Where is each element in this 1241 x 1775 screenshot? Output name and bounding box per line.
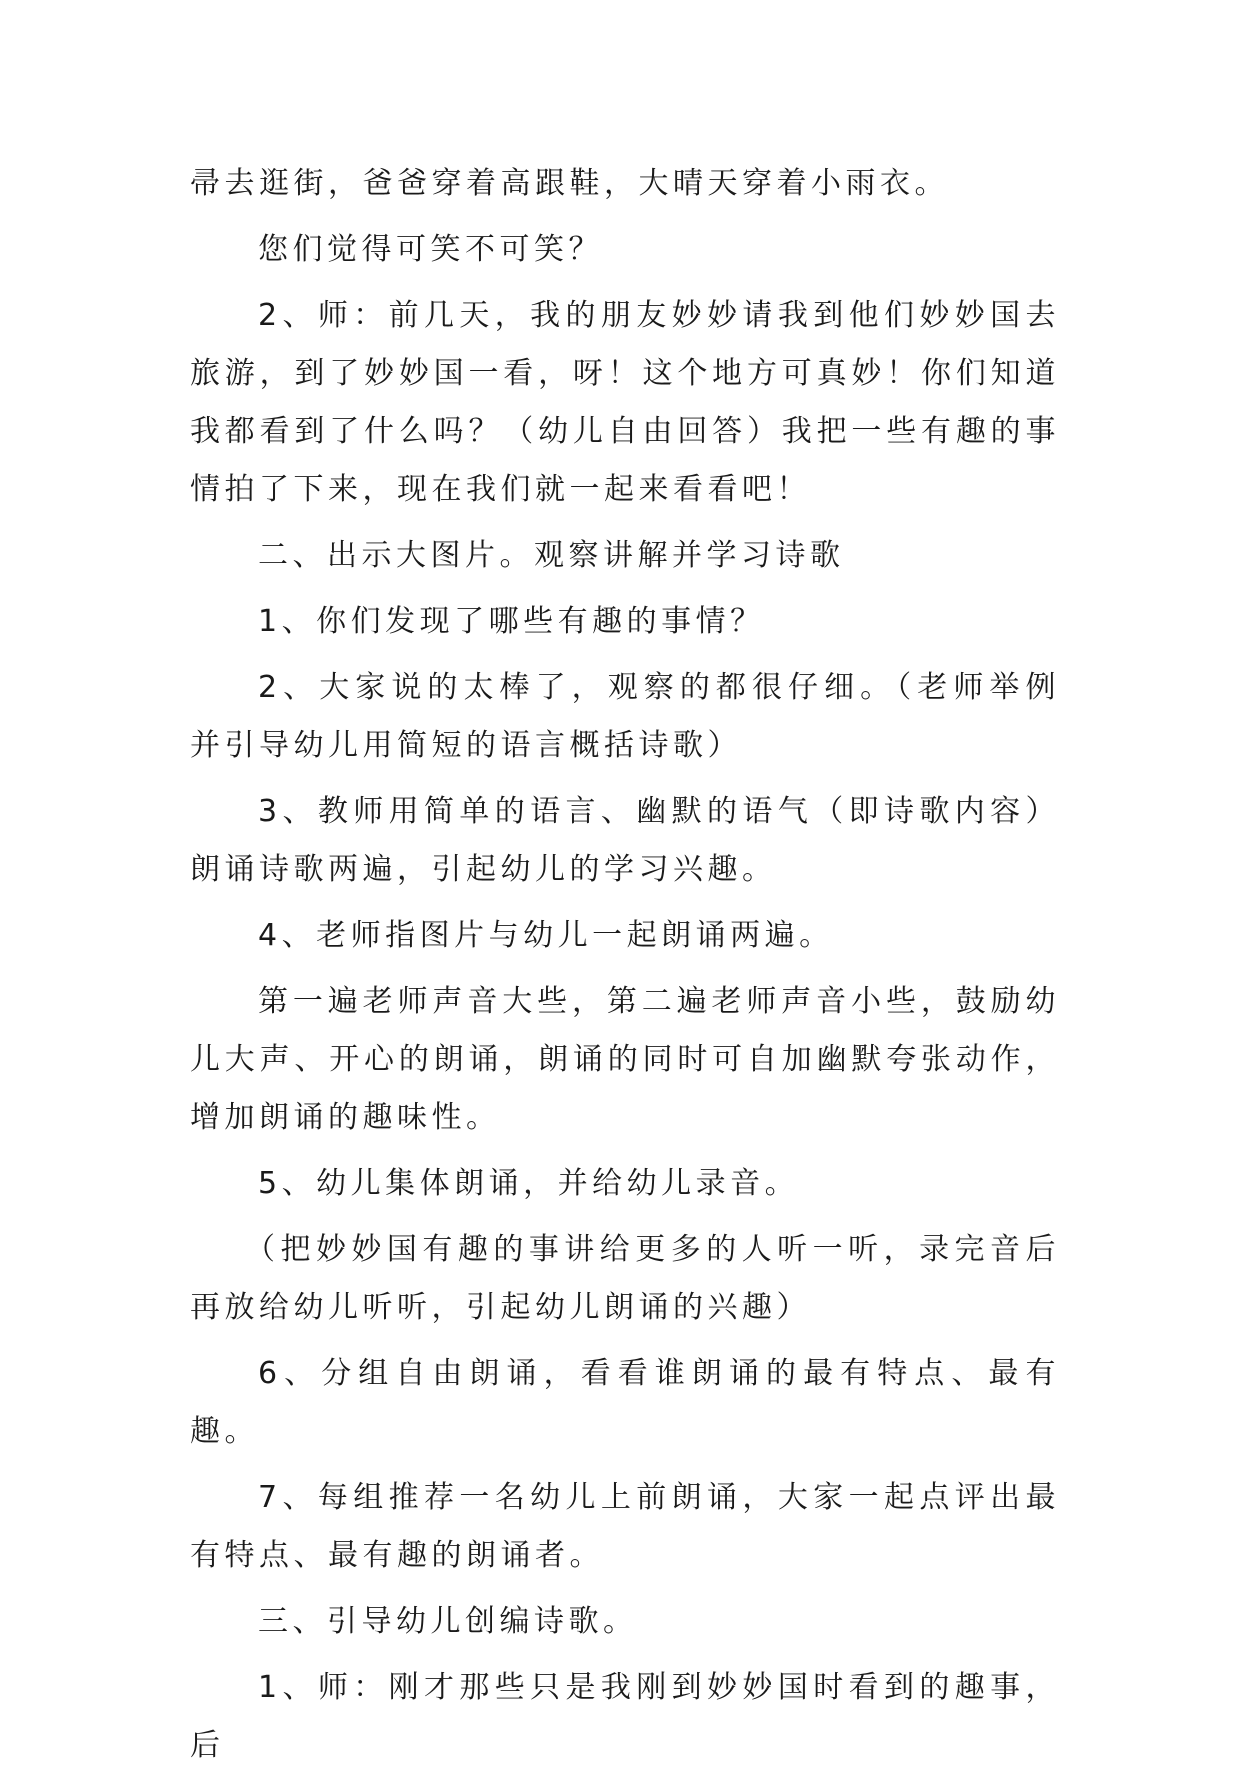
section-heading-2: 二、出示大图片。观察讲解并学习诗歌 (258, 538, 845, 573)
paragraph-15: 1、师：刚才那些只是我刚到妙妙国时看到的趣事，后 (190, 1670, 1060, 1763)
paragraph-2: 您们觉得可笑不可笑？ (258, 232, 603, 267)
paragraph-12: 6、分组自由朗诵，看看谁朗诵的最有特点、最有趣。 (190, 1356, 1060, 1449)
paragraph-11: （把妙妙国有趣的事讲给更多的人听一听，录完音后再放给幼儿听听，引起幼儿朗诵的兴趣） (190, 1232, 1060, 1325)
paragraph-8: 4、老师指图片与幼儿一起朗诵两遍。 (258, 918, 834, 953)
paragraph-13: 7、每组推荐一名幼儿上前朗诵，大家一起点评出最有特点、最有趣的朗诵者。 (190, 1480, 1060, 1573)
document-body (190, 155, 1060, 1775)
paragraph-7: 3、教师用简单的语言、幽默的语气（即诗歌内容）朗诵诗歌两遍，引起幼儿的学习兴趣。 (190, 794, 1060, 887)
paragraph-5: 1、你们发现了哪些有趣的事情？ (258, 604, 765, 639)
paragraph-9: 第一遍老师声音大些，第二遍老师声音小些，鼓励幼儿大声、开心的朗诵，朗诵的同时可自加幽默夸张动作，增加朗诵的趣味性。 (190, 984, 1060, 1135)
paragraph-1: 帚去逛街，爸爸穿着高跟鞋，大晴天穿着小雨衣。 (190, 166, 949, 201)
section-heading-3: 三、引导幼儿创编诗歌。 (258, 1604, 638, 1639)
paragraph-6: 2、大家说的太棒了，观察的都很仔细。（老师举例并引导幼儿用简短的语言概括诗歌） (190, 670, 1060, 763)
paragraph-3: 2、师：前几天，我的朋友妙妙请我到他们妙妙国去旅游，到了妙妙国一看，呀！这个地方可真妙！你们知道我都看到了什么吗？（幼儿自由回答）我把一些有趣的事情拍了下来，现在我们就一起来看看吧！ (190, 298, 1060, 507)
paragraph-10: 5、幼儿集体朗诵，并给幼儿录音。 (258, 1166, 800, 1201)
